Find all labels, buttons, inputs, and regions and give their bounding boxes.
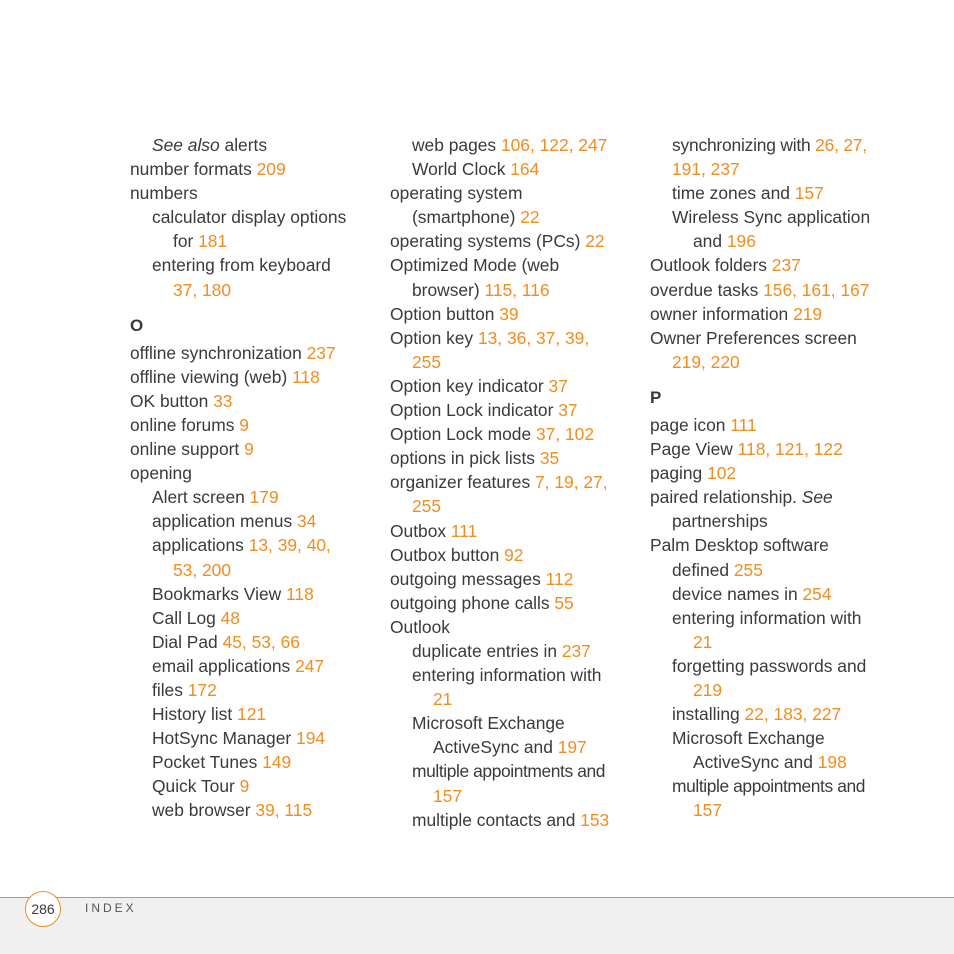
index-entry-continued xyxy=(650,350,912,374)
index-entry xyxy=(390,470,652,494)
index-column-3 xyxy=(650,133,912,823)
entry-text: forgetting passwords and xyxy=(672,655,867,676)
index-entry xyxy=(130,461,392,485)
entry-text: multiple appointments and xyxy=(672,776,866,797)
entry-text: outgoing messages xyxy=(390,568,546,589)
page-ref-link[interactable]: 191, 237 xyxy=(672,159,740,180)
index-entry xyxy=(390,253,652,277)
index-subentry xyxy=(650,654,912,678)
index-entry xyxy=(650,461,912,485)
entry-text: defined xyxy=(672,559,734,580)
page-ref-link[interactable]: 37 xyxy=(558,400,578,421)
page-ref-link[interactable]: 34 xyxy=(297,511,317,532)
index-entry xyxy=(130,389,392,413)
entry-text: Option key xyxy=(390,327,478,348)
page-ref-link[interactable]: 197 xyxy=(557,737,587,758)
page-ref-link[interactable]: 26, 27, xyxy=(815,135,867,155)
page-ref-link[interactable]: 179 xyxy=(249,487,279,508)
entry-text: ActiveSync and xyxy=(433,737,558,758)
index-entry xyxy=(130,341,392,365)
index-entry xyxy=(130,181,392,205)
page-ref-link[interactable]: 181 xyxy=(198,231,228,252)
page-ref-link[interactable]: 219 xyxy=(793,303,823,324)
entry-text: Page View xyxy=(650,439,738,460)
entry-text: web browser xyxy=(152,800,256,821)
page-ref-link[interactable]: 37, 180 xyxy=(173,279,232,300)
page-ref-link[interactable]: 22 xyxy=(520,207,540,228)
page-ref-link[interactable]: 255 xyxy=(412,496,442,517)
entry-text: online forums xyxy=(130,414,240,435)
entry-text: World Clock xyxy=(412,159,511,180)
index-entry xyxy=(390,422,652,446)
entry-text: History list xyxy=(152,704,238,725)
entry-text: offline viewing (web) xyxy=(130,366,293,387)
page-ref-link[interactable]: 33 xyxy=(213,390,233,411)
entry-text: numbers xyxy=(130,183,198,204)
index-subentry xyxy=(130,654,392,678)
entry-text: time zones and xyxy=(672,183,795,204)
page-ref-link[interactable]: 55 xyxy=(554,592,574,613)
page-ref-link[interactable]: 37 xyxy=(548,375,568,396)
index-subentry-continued xyxy=(650,229,912,253)
page-ref-link[interactable]: 111 xyxy=(730,414,757,435)
entry-text: HotSync Manager xyxy=(152,728,297,749)
page-ref-link[interactable]: 237 xyxy=(771,255,801,276)
entry-text: installing xyxy=(672,704,745,725)
page-ref-link[interactable]: 153 xyxy=(580,809,610,830)
index-subentry xyxy=(390,157,652,181)
index-entry-continued xyxy=(390,494,652,518)
entry-text: options in pick lists xyxy=(390,448,540,469)
entry-text: (smartphone) xyxy=(412,207,521,228)
entry-text: multiple contacts and xyxy=(412,809,581,830)
entry-text: and xyxy=(693,231,727,252)
index-subentry-continued xyxy=(650,798,912,822)
entry-text: Option key indicator xyxy=(390,375,549,396)
index-entry xyxy=(390,446,652,470)
index-subentry xyxy=(390,808,652,832)
index-subentry xyxy=(650,558,912,582)
page-ref-link[interactable]: 156, 161, 167 xyxy=(763,279,870,300)
page-ref-link[interactable]: 39, 115 xyxy=(255,800,313,821)
entry-text: application menus xyxy=(152,511,298,532)
index-column-2 xyxy=(390,133,652,832)
index-entry xyxy=(650,253,912,277)
page-ref-link[interactable]: 45, 53, 66 xyxy=(222,631,300,652)
index-subentry xyxy=(130,533,392,557)
index-subentry xyxy=(650,774,912,798)
index-subentry xyxy=(650,181,912,205)
page-ref-link[interactable]: 196 xyxy=(726,231,756,252)
entry-text: Optimized Mode (web xyxy=(390,255,560,276)
page-ref-link[interactable]: 209 xyxy=(256,159,286,180)
index-entry-continued xyxy=(390,350,652,374)
index-subentry xyxy=(130,798,392,822)
entry-text: opening xyxy=(130,463,192,484)
entry-text: Quick Tour xyxy=(152,776,240,797)
index-subentry xyxy=(130,750,392,774)
letter-heading-o: O xyxy=(130,315,144,335)
page-ref-link[interactable]: 9 xyxy=(244,439,254,460)
page-ref-link[interactable]: 254 xyxy=(802,583,832,604)
page-ref-link[interactable]: 121 xyxy=(237,704,267,725)
entry-text: Owner Preferences screen xyxy=(650,327,857,348)
page-ref-link[interactable]: 118 xyxy=(286,583,314,604)
entry-text: ActiveSync and xyxy=(693,752,818,773)
page-ref-link[interactable]: 106, 122, 247 xyxy=(500,135,608,155)
page-ref-link[interactable]: 53, 200 xyxy=(173,559,232,580)
entry-text: paging xyxy=(650,463,708,484)
index-entry-continued xyxy=(390,278,652,302)
page-ref-link[interactable]: 157 xyxy=(693,800,723,821)
index-entry-continued xyxy=(390,205,652,229)
index-entry xyxy=(130,413,392,437)
index-entry xyxy=(390,398,652,422)
entry-text: paired relationship. xyxy=(650,487,802,508)
entry-text: OK button xyxy=(130,390,214,411)
index-subentry xyxy=(390,133,652,157)
entry-text: Microsoft Exchange xyxy=(672,728,825,749)
entry-text: entering information with xyxy=(412,665,602,686)
page-ref-link[interactable]: 255 xyxy=(412,351,442,372)
entry-text: overdue tasks xyxy=(650,279,764,300)
page-ref-link[interactable]: 21 xyxy=(433,689,453,710)
page-ref-link[interactable]: 102 xyxy=(707,463,737,484)
page-ref-link[interactable]: 198 xyxy=(817,752,847,773)
index-entry xyxy=(130,133,392,157)
index-entry-continued xyxy=(650,509,912,533)
entry-text: Option Lock indicator xyxy=(390,400,559,421)
entry-text: Call Log xyxy=(152,607,221,628)
page-ref-link[interactable]: 219, 220 xyxy=(672,351,740,372)
index-subentry xyxy=(390,639,652,663)
entry-text: synchronizing with xyxy=(672,135,816,155)
index-entry xyxy=(130,157,392,181)
entry-text: email applications xyxy=(152,655,296,676)
index-subentry xyxy=(390,759,652,783)
index-subentry-continued xyxy=(390,735,652,759)
entry-text: applications xyxy=(152,535,249,556)
page-ref-link[interactable]: 9 xyxy=(239,776,250,797)
index-entry xyxy=(390,374,652,398)
entry-text: Option button xyxy=(390,303,500,324)
index-entry xyxy=(650,533,912,557)
page-ref-link[interactable]: 7, 19, 27, xyxy=(535,472,608,493)
entry-text: page icon xyxy=(650,414,731,435)
index-subentry xyxy=(650,606,912,630)
page-ref-link[interactable]: 157 xyxy=(794,183,824,204)
entry-text: alerts xyxy=(219,135,268,155)
entry-text: partnerships xyxy=(672,511,768,532)
index-entry xyxy=(650,278,912,302)
entry-text: duplicate entries in xyxy=(412,640,562,661)
entry-text: owner information xyxy=(650,303,794,324)
index-subentry-continued xyxy=(650,630,912,654)
entry-text: device names in xyxy=(672,583,803,604)
entry-text: Pocket Tunes xyxy=(152,752,263,773)
index-subentry xyxy=(130,485,392,509)
index-subentry xyxy=(130,205,392,229)
index-subentry xyxy=(650,582,912,606)
index-subentry xyxy=(650,726,912,750)
entry-text: number formats xyxy=(130,159,257,180)
page-ref-link[interactable]: 22, 183, 227 xyxy=(744,704,842,725)
index-entry xyxy=(390,229,652,253)
page-ref-link[interactable]: 247 xyxy=(295,655,325,676)
page-ref-link[interactable]: 21 xyxy=(693,631,713,652)
page-ref-link[interactable]: 194 xyxy=(296,728,326,749)
index-subentry-continued xyxy=(650,750,912,774)
page-ref-link[interactable]: 115, 116 xyxy=(484,279,550,300)
index-subentry xyxy=(130,630,392,654)
entry-text: Microsoft Exchange xyxy=(412,713,565,734)
page-ref-link[interactable]: 13, 39, 40, xyxy=(248,535,331,556)
index-subentry-continued xyxy=(130,278,392,302)
index-entry xyxy=(390,302,652,326)
page-ref-link[interactable]: 118 xyxy=(292,366,320,387)
footer-band xyxy=(0,898,954,954)
index-entry xyxy=(650,485,912,509)
index-subentry-continued xyxy=(390,687,652,711)
entry-text: Outlook folders xyxy=(650,255,772,276)
cross-reference-label: See also xyxy=(152,135,220,155)
page-ref-link[interactable]: 39 xyxy=(499,303,519,324)
page-ref-link[interactable]: 13, 36, 37, 39, xyxy=(477,327,590,348)
entry-text: for xyxy=(173,231,199,252)
page-ref-link[interactable]: 48 xyxy=(220,607,240,628)
index-entry xyxy=(390,181,652,205)
index-entry xyxy=(650,413,912,437)
page-ref-link[interactable]: 157 xyxy=(433,785,463,806)
index-subentry xyxy=(130,509,392,533)
section-label: INDEX xyxy=(85,901,137,915)
page-ref-link[interactable]: 172 xyxy=(187,679,217,700)
entry-text: Dial Pad xyxy=(152,631,223,652)
entry-text: multiple appointments and xyxy=(412,761,606,782)
page-ref-link[interactable]: 35 xyxy=(539,448,560,469)
page-number-badge: 286 xyxy=(25,891,61,927)
index-entry xyxy=(390,615,652,639)
index-entry xyxy=(650,437,912,461)
page-ref-link[interactable]: 111 xyxy=(450,520,478,541)
entry-text: web pages xyxy=(412,135,501,155)
page-ref-link[interactable]: 22 xyxy=(585,231,605,252)
page-ref-link[interactable]: 92 xyxy=(504,544,524,565)
page-ref-link[interactable]: 9 xyxy=(239,414,249,435)
page-ref-link[interactable]: 37, 102 xyxy=(535,424,595,445)
entry-text: Outlook xyxy=(390,616,450,637)
index-entry xyxy=(650,302,912,326)
entry-text: files xyxy=(152,679,188,700)
index-subentry-continued xyxy=(130,558,392,582)
index-subentry xyxy=(650,702,912,726)
index-subentry xyxy=(130,702,392,726)
page-ref-link[interactable]: 149 xyxy=(262,752,292,773)
index-subentry xyxy=(390,711,652,735)
entry-text: entering information with xyxy=(672,607,862,628)
entry-text: outgoing phone calls xyxy=(390,592,555,613)
index-subentry xyxy=(130,678,392,702)
index-entry xyxy=(130,437,392,461)
index-subentry xyxy=(130,726,392,750)
index-entry xyxy=(390,591,652,615)
index-subentry-continued xyxy=(650,678,912,702)
entry-text: Outbox button xyxy=(390,544,505,565)
page-ref-link[interactable]: 237 xyxy=(306,342,336,363)
index-subentry xyxy=(390,663,652,687)
entry-text: calculator display options xyxy=(152,207,347,228)
index-subentry-continued xyxy=(390,784,652,808)
entry-text: browser) xyxy=(412,279,485,300)
index-entry xyxy=(390,326,652,350)
index-entry xyxy=(390,543,652,567)
page-ref-link[interactable]: 237 xyxy=(561,640,591,661)
index-subentry xyxy=(650,133,912,157)
entry-text: online support xyxy=(130,439,245,460)
index-entry xyxy=(130,365,392,389)
index-column-1 xyxy=(130,133,392,823)
entry-text: Outbox xyxy=(390,520,451,541)
entry-text: operating system xyxy=(390,183,523,204)
letter-heading-p: P xyxy=(650,387,662,407)
index-entry xyxy=(650,326,912,350)
cross-reference-label: See xyxy=(801,487,833,508)
entry-text: Option Lock mode xyxy=(390,424,536,445)
index-subentry-continued xyxy=(130,229,392,253)
index-entry xyxy=(390,567,652,591)
entry-text: entering from keyboard xyxy=(152,255,331,276)
entry-text: operating systems (PCs) xyxy=(390,231,586,252)
index-subentry xyxy=(130,253,392,277)
entry-text: Alert screen xyxy=(152,487,250,508)
page-ref-link[interactable]: 164 xyxy=(510,159,540,180)
index-subentry-continued xyxy=(650,157,912,181)
page-ref-link[interactable]: 255 xyxy=(733,559,763,580)
page-ref-link[interactable]: 118, 121, 122 xyxy=(737,439,843,460)
entry-text: organizer features xyxy=(390,472,536,493)
index-entry xyxy=(390,519,652,543)
index-subentry xyxy=(130,774,392,798)
entry-text: offline synchronization xyxy=(130,342,307,363)
page-ref-link[interactable]: 112 xyxy=(545,568,574,589)
page-ref-link[interactable]: 219 xyxy=(693,679,723,700)
entry-text: Palm Desktop software xyxy=(650,535,829,556)
entry-text: Bookmarks View xyxy=(152,583,287,604)
footer-divider xyxy=(0,897,954,898)
index-subentry xyxy=(650,205,912,229)
entry-text: Wireless Sync application xyxy=(672,207,871,228)
index-subentry xyxy=(130,582,392,606)
index-subentry xyxy=(130,606,392,630)
